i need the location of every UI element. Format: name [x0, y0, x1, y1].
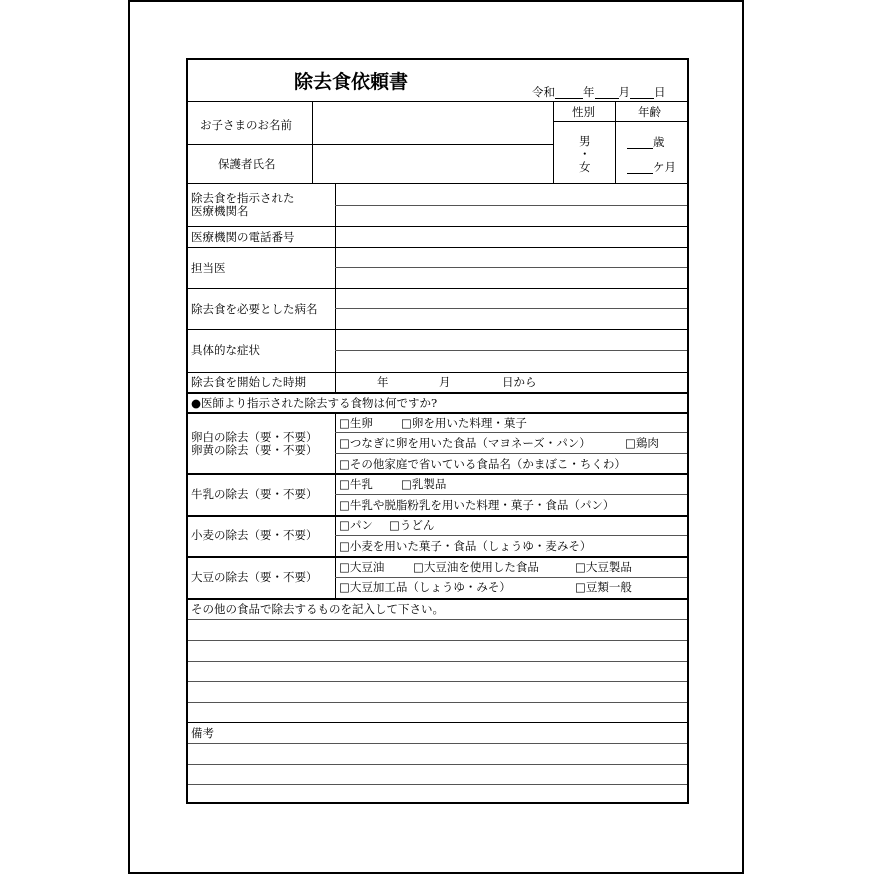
- egg-other-checkbox[interactable]: □その他家庭で省いている食品名（かまぼこ・ちくわ）: [339, 457, 626, 471]
- udon-checkbox[interactable]: □うどん: [389, 518, 435, 532]
- age-years-unit: 歳: [653, 135, 665, 149]
- institution-label-line1: 除去食を指示された: [191, 191, 295, 205]
- egg-dish-checkbox[interactable]: □卵を用いた料理・菓子: [401, 416, 527, 430]
- institution-field[interactable]: [337, 185, 685, 225]
- start-label: 除去食を開始した時期: [191, 375, 306, 389]
- chicken-checkbox[interactable]: □鶏肉: [625, 436, 659, 450]
- egg-white-label: 卵白の除去（要・不要）: [191, 430, 318, 444]
- age-months-field[interactable]: [627, 161, 676, 174]
- institution-label-line2: 医療機関名: [191, 204, 249, 218]
- date-year-label: 年: [583, 85, 595, 99]
- start-year-label: 年: [377, 375, 389, 389]
- disease-field[interactable]: [337, 290, 685, 328]
- soy-products-checkbox[interactable]: □大豆製品: [575, 560, 632, 574]
- date-month-label: 月: [618, 85, 630, 99]
- dairy-checkbox[interactable]: □乳製品: [401, 477, 447, 491]
- soy-processed-checkbox[interactable]: □大豆加工品（しょうゆ・みそ）: [339, 580, 511, 594]
- guardian-name-label: 保護者氏名: [218, 157, 276, 171]
- wheat-label: 小麦の除去（要・不要）: [191, 528, 318, 542]
- disease-label: 除去食を必要とした病名: [191, 302, 318, 316]
- sex-label: 性別: [572, 105, 595, 119]
- sex-male-option[interactable]: 男: [579, 134, 591, 148]
- start-day-label: 日から: [502, 375, 537, 389]
- food-question: ●医師より指示された除去する食物は何ですか?: [191, 396, 438, 410]
- other-foods-field[interactable]: [190, 621, 685, 721]
- child-name-field[interactable]: [314, 103, 551, 142]
- age-years-field[interactable]: [627, 136, 665, 149]
- start-month-label: 月: [439, 375, 451, 389]
- soy-oil-checkbox[interactable]: □大豆油: [339, 560, 385, 574]
- doctor-label: 担当医: [191, 261, 226, 275]
- child-name-label: お子さまのお名前: [200, 118, 292, 132]
- date-era: 令和: [532, 85, 555, 99]
- date-line[interactable]: [532, 86, 666, 99]
- form-title: 除去食依頼書: [294, 71, 409, 93]
- age-label: 年齢: [638, 105, 661, 119]
- start-date-field[interactable]: [337, 374, 685, 391]
- soy-label: 大豆の除去（要・不要）: [191, 570, 318, 584]
- milk-foods-checkbox[interactable]: □牛乳や脱脂粉乳を用いた料理・菓子・食品（パン）: [339, 498, 615, 512]
- milk-checkbox[interactable]: □牛乳: [339, 477, 373, 491]
- symptoms-label: 具体的な症状: [191, 343, 260, 357]
- milk-label: 牛乳の除去（要・不要）: [191, 487, 318, 501]
- sex-separator: ・: [579, 147, 591, 161]
- soy-oil-foods-checkbox[interactable]: □大豆油を使用した食品: [413, 560, 539, 574]
- egg-binder-checkbox[interactable]: □つなぎに卵を用いた食品（マヨネーズ・パン）: [339, 436, 591, 450]
- age-months-unit: ケ月: [653, 160, 676, 174]
- wheat-foods-checkbox[interactable]: □小麦を用いた菓子・食品（しょうゆ・麦みそ）: [339, 539, 592, 553]
- sex-female-option[interactable]: 女: [579, 160, 591, 174]
- egg-yolk-label: 卵黄の除去（要・不要）: [191, 443, 318, 457]
- egg-raw-checkbox[interactable]: □生卵: [339, 416, 373, 430]
- phone-field[interactable]: [337, 228, 685, 246]
- phone-label: 医療機関の電話番号: [191, 230, 295, 244]
- allergy-request-form: [186, 58, 689, 804]
- remarks-field[interactable]: [190, 745, 685, 800]
- other-foods-label: その他の食品で除去するものを記入して下さい。: [191, 602, 444, 616]
- guardian-name-field[interactable]: [314, 146, 551, 181]
- beans-checkbox[interactable]: □豆類一般: [575, 580, 632, 594]
- remarks-label: 備考: [191, 726, 214, 740]
- date-day-label: 日: [654, 85, 666, 99]
- bread-checkbox[interactable]: □パン: [339, 518, 373, 532]
- symptoms-field[interactable]: [337, 331, 685, 371]
- doctor-field[interactable]: [337, 249, 685, 287]
